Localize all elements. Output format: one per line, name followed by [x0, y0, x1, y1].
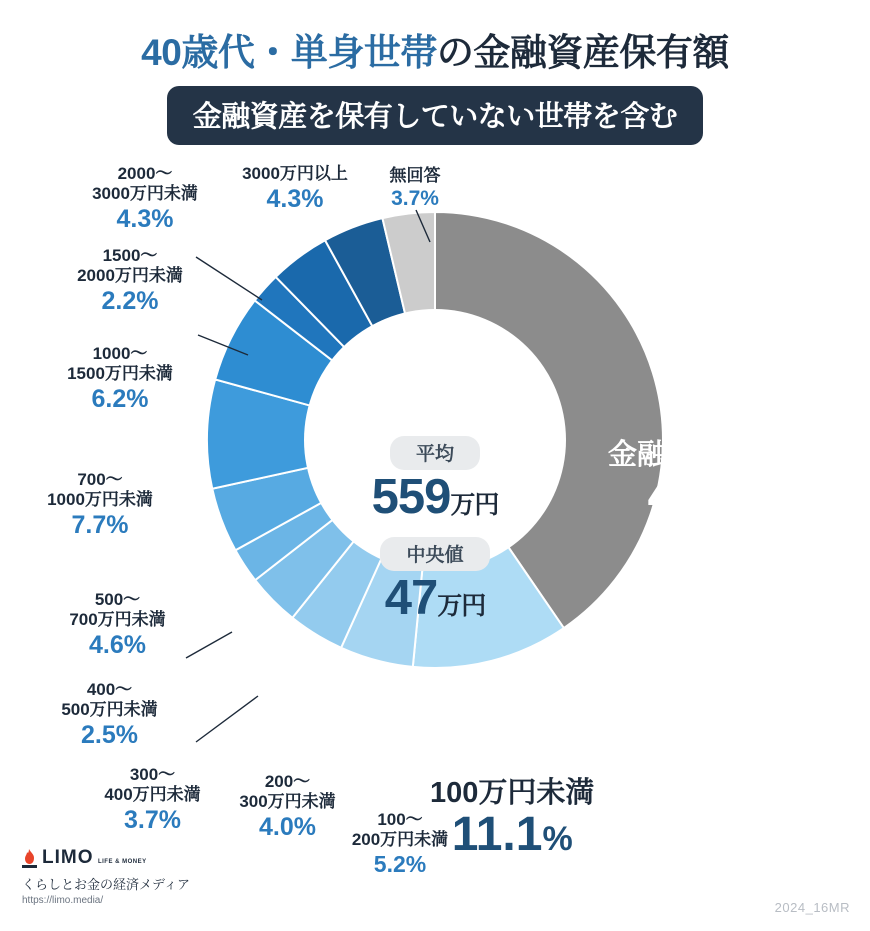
center-summary [305, 400, 565, 660]
label-2000-3000 [60, 164, 230, 235]
label-300-400-value: 3.7% [124, 806, 181, 835]
median-value-row [385, 573, 486, 624]
callout-nonholder-value-row [608, 472, 811, 522]
flame-icon [22, 849, 37, 868]
label-muhento [355, 166, 475, 212]
page-title-accent: 40歳代・単身世帯 [141, 32, 437, 73]
logo-text: LIMO [42, 847, 94, 868]
label-1500-2000-l2: 2000万円未満 [77, 266, 183, 286]
label-muhento-value: 3.7% [391, 187, 439, 211]
subtitle-badge: 金融資産を保有していない世帯を含む [167, 86, 704, 145]
footer-branding [22, 848, 322, 906]
label-1000-1500-l1: 1000〜 [92, 344, 148, 363]
logo-row [22, 848, 322, 868]
median-label: 中央値 [380, 537, 489, 571]
donut-chart [0, 150, 870, 890]
logo-text-block [42, 848, 147, 868]
average-label: 平均 [390, 436, 480, 470]
callout-nonholder-pct: % [741, 482, 772, 521]
label-2000-3000-l1: 2000〜 [117, 164, 173, 183]
label-muhento-l1: 無回答 [389, 166, 441, 185]
label-1000-1500 [30, 344, 210, 415]
logo-subtext: LIFE & MONEY [97, 859, 147, 865]
label-3000-over-value: 4.3% [266, 185, 324, 214]
callout-under100-pct: % [542, 820, 573, 859]
label-100-200-l1: 100〜 [377, 810, 423, 829]
label-400-500 [22, 680, 197, 751]
label-1500-2000-value: 2.2% [101, 287, 159, 316]
average-value: 559 [371, 469, 451, 524]
label-1000-1500-value: 6.2% [91, 385, 149, 414]
label-300-400-l2: 400万円未満 [104, 785, 201, 805]
label-100-200 [320, 810, 480, 878]
footer-code: 2024_16MR [774, 900, 850, 915]
label-1500-2000-l1: 1500〜 [102, 246, 158, 265]
callout-nonholder-value: 40.4 [647, 470, 742, 524]
label-400-500-l2: 500万円未満 [61, 700, 158, 720]
label-400-500-value: 2.5% [81, 721, 138, 750]
label-500-700-l1: 500〜 [94, 590, 141, 609]
callout-nonholder [608, 440, 811, 523]
label-1500-2000 [40, 246, 220, 317]
average-unit: 万円 [450, 490, 499, 519]
label-100-200-l2: 200万円未満 [351, 830, 449, 850]
label-700-1000-value: 7.7% [71, 511, 129, 540]
label-2000-3000-value: 4.3% [116, 205, 174, 234]
label-200-300-value: 4.0% [259, 813, 316, 842]
subtitle-container [0, 86, 870, 145]
callout-nonholder-name: 金融資産非保有 [608, 439, 812, 471]
label-200-300-l2: 300万円未満 [239, 792, 336, 812]
median-unit: 万円 [437, 592, 486, 620]
label-3000-over [215, 164, 375, 215]
label-2000-3000-l2: 3000万円未満 [92, 184, 198, 204]
leader-300 [196, 696, 258, 742]
median-value: 47 [384, 571, 438, 625]
label-400-500-l1: 400〜 [86, 680, 133, 699]
label-3000-over-l1: 3000万円以上 [242, 164, 348, 183]
label-500-700-value: 4.6% [89, 631, 146, 660]
label-700-1000-l2: 1000万円未満 [47, 490, 153, 510]
page-title [0, 22, 870, 76]
callout-under100-name: 100万円未満 [430, 777, 595, 809]
average-value-row [371, 469, 499, 524]
label-500-700-l2: 700万円未満 [69, 610, 166, 630]
label-700-1000-l1: 700〜 [77, 470, 123, 489]
footer-tagline: くらしとお金の経済メディア [22, 877, 190, 892]
label-300-400-l1: 300〜 [129, 765, 176, 784]
label-700-1000 [10, 470, 190, 541]
label-500-700 [30, 590, 205, 661]
callout-under100-value: 11.1 [451, 808, 543, 862]
footer-url[interactable]: https://limo.media/ [22, 895, 104, 906]
label-100-200-value: 5.2% [373, 851, 427, 878]
label-200-300-l1: 200〜 [264, 772, 311, 791]
page-title-rest: の金融資産保有額 [436, 32, 729, 73]
label-1000-1500-l2: 1500万円未満 [67, 364, 173, 384]
